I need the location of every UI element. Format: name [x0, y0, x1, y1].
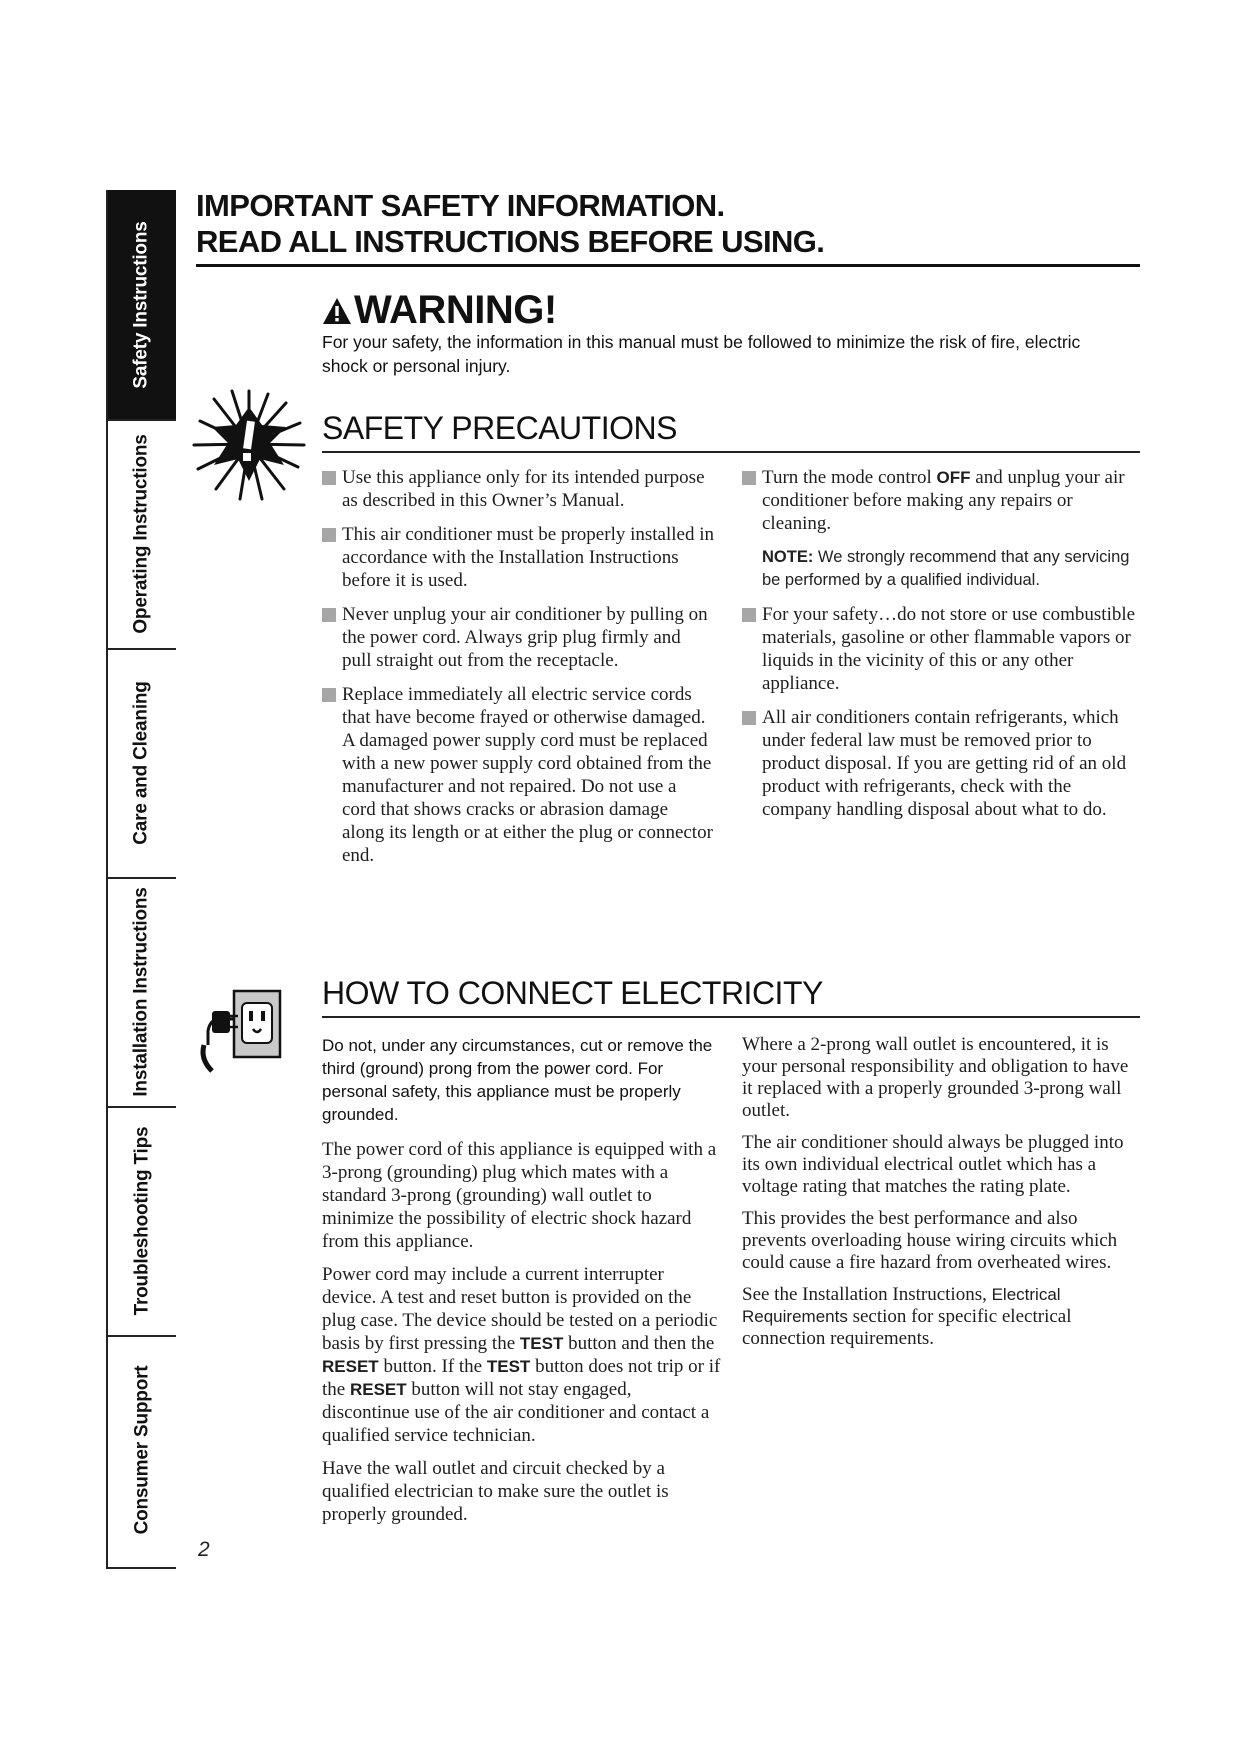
tab-troubleshooting-tips[interactable]: [108, 1106, 176, 1337]
list-item: For your safety…do not store or use combustible materials, gasoline or other flammable vapors or liquids in the vicinity of this or any other appliance.: [742, 603, 1140, 695]
side-navigation: [106, 190, 176, 1569]
plug-outlet-icon: [198, 985, 284, 1086]
page-number: 2: [198, 1538, 210, 1561]
electric-left-column: [322, 1034, 722, 1536]
safety-left-column: [322, 466, 714, 878]
grounding-warning: Do not, under any circumstances, cut or remove the third (ground) prong from the power cord. For personal safety, this appliance must be properly grounded.: [322, 1036, 713, 1124]
tab-label: Safety Instructions: [131, 220, 152, 389]
page-title-line-1: IMPORTANT SAFETY INFORMATION.: [196, 188, 725, 223]
safety-precautions-heading: SAFETY PRECAUTIONS: [322, 410, 1140, 453]
tab-installation-instructions[interactable]: [108, 877, 176, 1108]
warning-title: WARNING!: [354, 288, 557, 332]
page-title: [196, 188, 1140, 267]
list-item: Turn the mode control OFF and unplug your air conditioner before making any repairs or cleaning.: [742, 466, 1140, 535]
tab-label: Care and Cleaning: [131, 680, 153, 845]
warning-heading: [322, 288, 557, 333]
paragraph: Have the wall outlet and circuit checked by a qualified electrician to make sure the outlet is properly grounded.: [322, 1458, 669, 1525]
paragraph: See the Installation Instructions, Electrical Requirements section for specific electrical connection requirements.: [742, 1284, 1072, 1349]
tab-care-and-cleaning[interactable]: [108, 648, 176, 879]
note-label: NOTE:: [762, 548, 814, 566]
exclamation-burst-icon: [190, 385, 308, 508]
tab-label: Installation Instructions: [131, 886, 152, 1097]
tab-consumer-support[interactable]: [108, 1335, 176, 1565]
note: NOTE: We strongly recommend that any servicing be performed by a qualified individual.: [762, 548, 1130, 589]
tab-label: Troubleshooting Tips: [131, 1126, 152, 1315]
list-item: All air conditioners contain refrigerants, which under federal law must be removed prior to product disposal. If you are getting rid of an old product with refrigerants, check with the company handling disposal about what to do.: [742, 706, 1140, 821]
paragraph: Where a 2-prong wall outlet is encountered, it is your personal responsibility and obligation to have it replaced with a properly grounded 3-prong wall outlet.: [742, 1034, 1129, 1121]
list-item: Never unplug your air conditioner by pulling on the power cord. Always grip plug firmly and pull straight out from the receptacle.: [322, 603, 714, 672]
tab-label: Consumer Support: [131, 1365, 153, 1535]
warning-text: For your safety, the information in this manual must be followed to minimize the risk of fire, electric shock or personal injury.: [322, 332, 1081, 376]
list-item: This air conditioner must be properly installed in accordance with the Installation Instructions before it is used.: [322, 523, 714, 592]
list-item: Replace immediately all electric service cords that have become frayed or otherwise damaged. A damaged power supply cord must be replaced with a new power supply cord obtained from the manufacturer and not repaired. Do not use a cord that shows cracks or abrasion damage along its length or at either the plug or connector end.: [322, 683, 714, 867]
list-item: Use this appliance only for its intended purpose as described in this Owner’s Manual.: [322, 466, 714, 512]
electric-right-column: [742, 1034, 1140, 1360]
paragraph: Power cord may include a current interrupter device. A test and reset button is provided on the plug case. The device should be tested on a periodic basis by first pressing the TEST button and then the RESET button. If the TEST button does not trip or if the RESET button will not stay engaged, discontinue use of the air conditioner and contact a qualified service technician.: [322, 1264, 721, 1446]
paragraph: The air conditioner should always be plugged into its own individual electrical outlet which has a voltage rating that matches the rating plate.: [742, 1132, 1124, 1197]
paragraph: This provides the best performance and also prevents overloading house wiring circuits which could cause a fire hazard from overheated wires.: [742, 1208, 1118, 1273]
tab-operating-instructions[interactable]: [108, 419, 176, 650]
page-title-line-2: READ ALL INSTRUCTIONS BEFORE USING.: [196, 224, 825, 259]
safety-right-column: [742, 466, 1140, 832]
warning-triangle-icon: [322, 297, 352, 325]
tab-label: Operating Instructions: [131, 433, 152, 634]
connect-electricity-heading: HOW TO CONNECT ELECTRICITY: [322, 975, 1140, 1018]
tab-safety-instructions[interactable]: [108, 190, 176, 421]
paragraph: The power cord of this appliance is equipped with a 3-prong (grounding) plug which mates with a standard 3-prong (grounding) wall outlet to minimize the possibility of electric shock hazard from this appliance.: [322, 1139, 717, 1252]
